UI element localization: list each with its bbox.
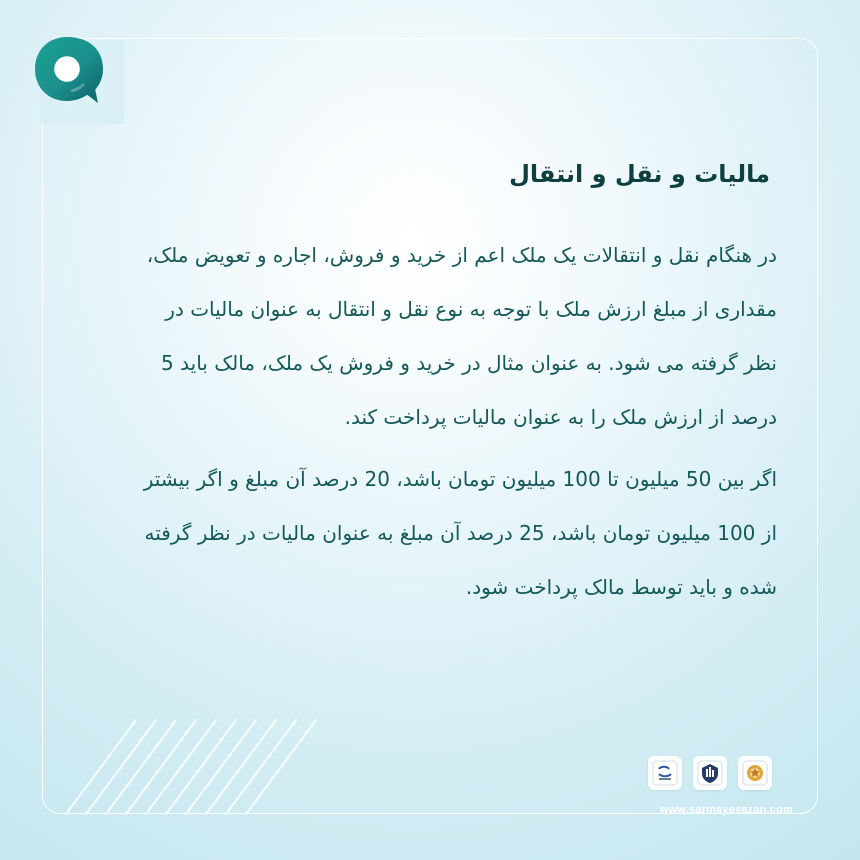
paragraph-2: اگر بین 50 میلیون تا 100 میلیون تومان باشد، 20 درصد آن مبلغ و اگر بیشتر از 100 میلیون تومان باشد، 25 درصد آن مبلغ به عنوان مالیات در نظر گرفته شده و باید توسط مالک پرداخت شود. (143, 467, 777, 599)
gold-badge[interactable] (738, 756, 772, 790)
paragraph-1: در هنگام نقل و انتقالات یک ملک اعم از خرید و فروش، اجاره و تعویض ملک، مقداری از مبلغ ارزش ملک با توجه به نوع نقل و انتقال به عنوان مالیات در نظر گرفته می شود. به عنوان مثال در خرید و فروش یک ملک، مالک باید 5 درصد از ارزش ملک را به عنوان مالیات پرداخت کند. (146, 243, 777, 429)
trust-badges (648, 748, 772, 798)
decorative-stripes (58, 712, 318, 816)
association-badge[interactable] (693, 756, 727, 790)
page-title: مالیات و نقل و انتقال (509, 160, 770, 188)
article-body (127, 228, 777, 614)
gold-badge-icon (742, 760, 768, 786)
brand-logo-icon (28, 33, 106, 111)
enamad-badge[interactable] (648, 756, 682, 790)
enamad-badge-icon (652, 760, 678, 786)
website-url: www.sarmayesazan.com (659, 804, 793, 816)
association-badge-icon (697, 760, 723, 786)
